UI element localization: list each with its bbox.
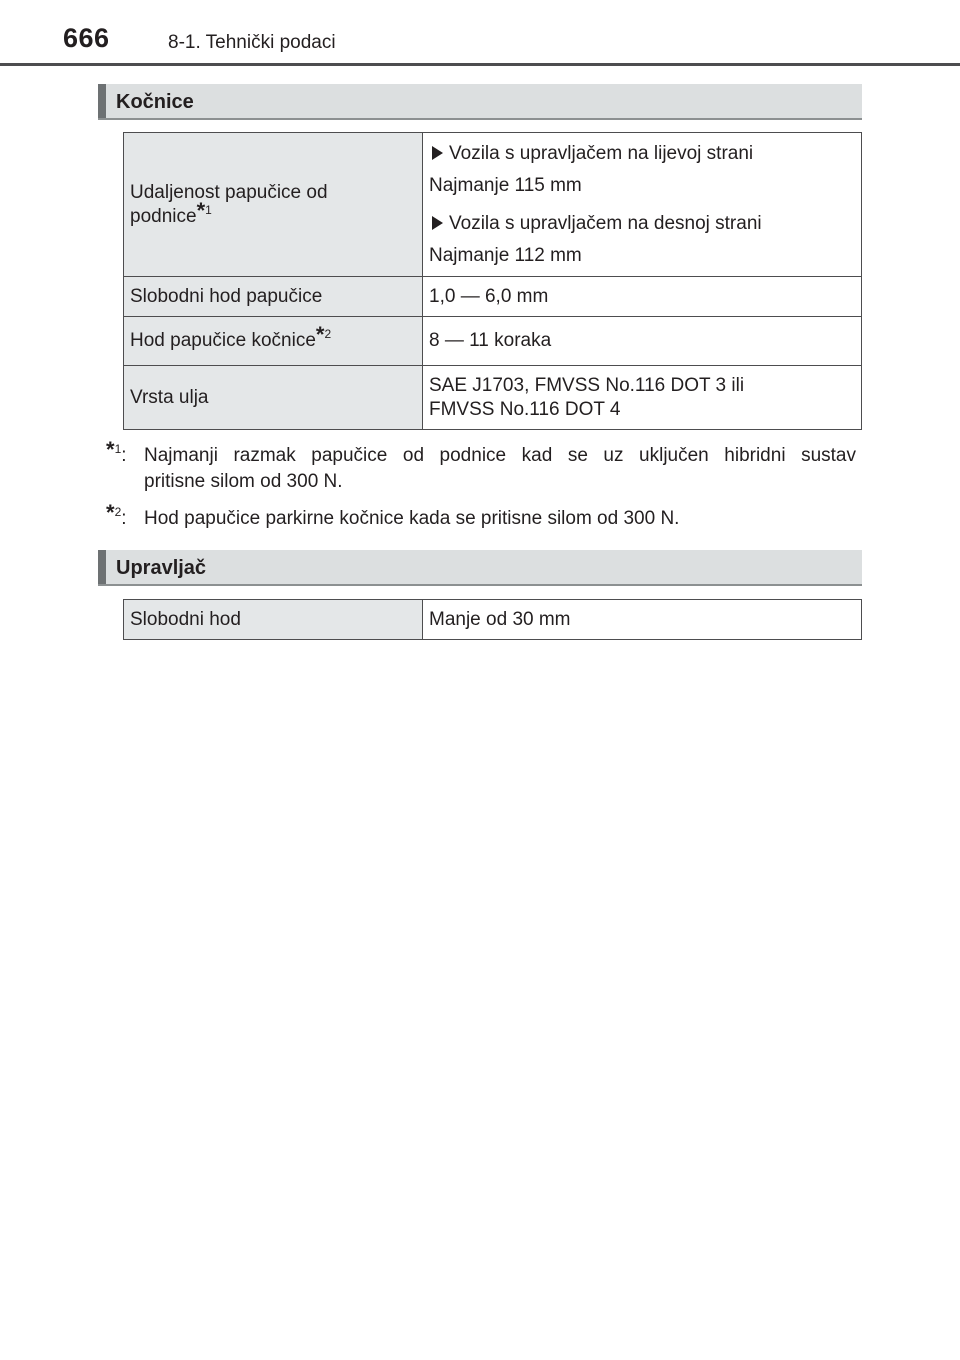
rhd-heading-text: Vozila s upravljačem na desnoj strani bbox=[449, 212, 762, 234]
footnote-number: 1 bbox=[114, 442, 122, 456]
steering-spec-table bbox=[123, 599, 862, 640]
footnote-star-icon: * bbox=[315, 322, 325, 347]
rhd-heading bbox=[429, 212, 855, 236]
footnote-2 bbox=[106, 500, 856, 532]
footnote-1-text bbox=[144, 443, 856, 495]
footnote-star-icon: * bbox=[106, 500, 115, 525]
parking-travel-label bbox=[124, 317, 423, 366]
footnote-1 bbox=[106, 437, 856, 495]
steering-free-play-label: Slobodni hod bbox=[124, 600, 423, 640]
steering-free-play-value: Manje od 30 mm bbox=[423, 600, 862, 640]
footnote-2-text bbox=[144, 506, 856, 532]
rhd-value: Najmanje 112 mm bbox=[429, 244, 582, 266]
fluid-type-label: Vrsta ulja bbox=[124, 366, 423, 430]
pedal-clearance-label-line2 bbox=[130, 197, 416, 229]
lhd-heading-text: Vozila s upravljačem na lijevoj strani bbox=[449, 142, 754, 164]
footnote-star-icon: * bbox=[106, 437, 115, 462]
footnote-ref-1: 1 bbox=[205, 202, 212, 217]
section-accent-bar bbox=[98, 550, 106, 584]
fluid-type-value-line1: SAE J1703, FMVSS No.116 DOT 3 ili bbox=[429, 374, 745, 396]
pedal-clearance-label bbox=[124, 133, 423, 277]
table-row-pedal-clearance bbox=[124, 133, 862, 277]
footnote-2-marker bbox=[106, 500, 127, 532]
section-title-steering: Upravljač bbox=[116, 557, 207, 579]
footnote-1-marker bbox=[106, 437, 127, 469]
header-rule bbox=[0, 63, 960, 66]
pedal-clearance-label-line1: Udaljenost papučice od bbox=[130, 181, 328, 203]
lhd-heading bbox=[429, 142, 855, 166]
footnote-1-line2: pritisne silom od 300 N. bbox=[144, 471, 343, 492]
pedal-clearance-label-text: podnice bbox=[130, 205, 197, 227]
parking-travel-label-text: Hod papučice kočnice bbox=[130, 330, 316, 351]
footnote-star-icon: * bbox=[196, 197, 206, 223]
fluid-type-value-line2: FMVSS No.116 DOT 4 bbox=[429, 398, 621, 420]
page-number: 666 bbox=[63, 23, 110, 53]
footnote-colon: : bbox=[121, 508, 127, 529]
footnote-number: 2 bbox=[114, 505, 122, 519]
footnote-ref-2: 2 bbox=[324, 327, 332, 341]
pedal-clearance-value bbox=[423, 133, 862, 277]
footnote-2-line1: Hod papučice parkirne kočnice kada se pritisne silom od 300 N. bbox=[144, 508, 680, 529]
section-accent-bar bbox=[98, 84, 106, 118]
brakes-spec-table bbox=[123, 132, 862, 430]
triangle-bullet-icon bbox=[432, 216, 443, 230]
chapter-title: 8-1. Tehnički podaci bbox=[168, 32, 336, 53]
section-title-brakes: Kočnice bbox=[116, 91, 194, 113]
section-header-steering bbox=[98, 550, 862, 586]
parking-travel-value: 8 — 11 koraka bbox=[423, 317, 862, 366]
fluid-type-value bbox=[423, 366, 862, 430]
table-row-parking-travel bbox=[124, 317, 862, 366]
footnote-1-line1: Najmanji razmak papučice od podnice kad se uz uključen hibridni sustav bbox=[144, 445, 856, 466]
table-row-steering-free-play bbox=[124, 600, 862, 640]
free-play-value: 1,0 — 6,0 mm bbox=[423, 277, 862, 317]
footnote-colon: : bbox=[121, 445, 127, 466]
free-play-label: Slobodni hod papučice bbox=[124, 277, 423, 317]
section-header-brakes bbox=[98, 84, 862, 120]
table-row-fluid-type bbox=[124, 366, 862, 430]
triangle-bullet-icon bbox=[432, 146, 443, 160]
table-row-free-play bbox=[124, 277, 862, 317]
lhd-value: Najmanje 115 mm bbox=[429, 174, 582, 196]
